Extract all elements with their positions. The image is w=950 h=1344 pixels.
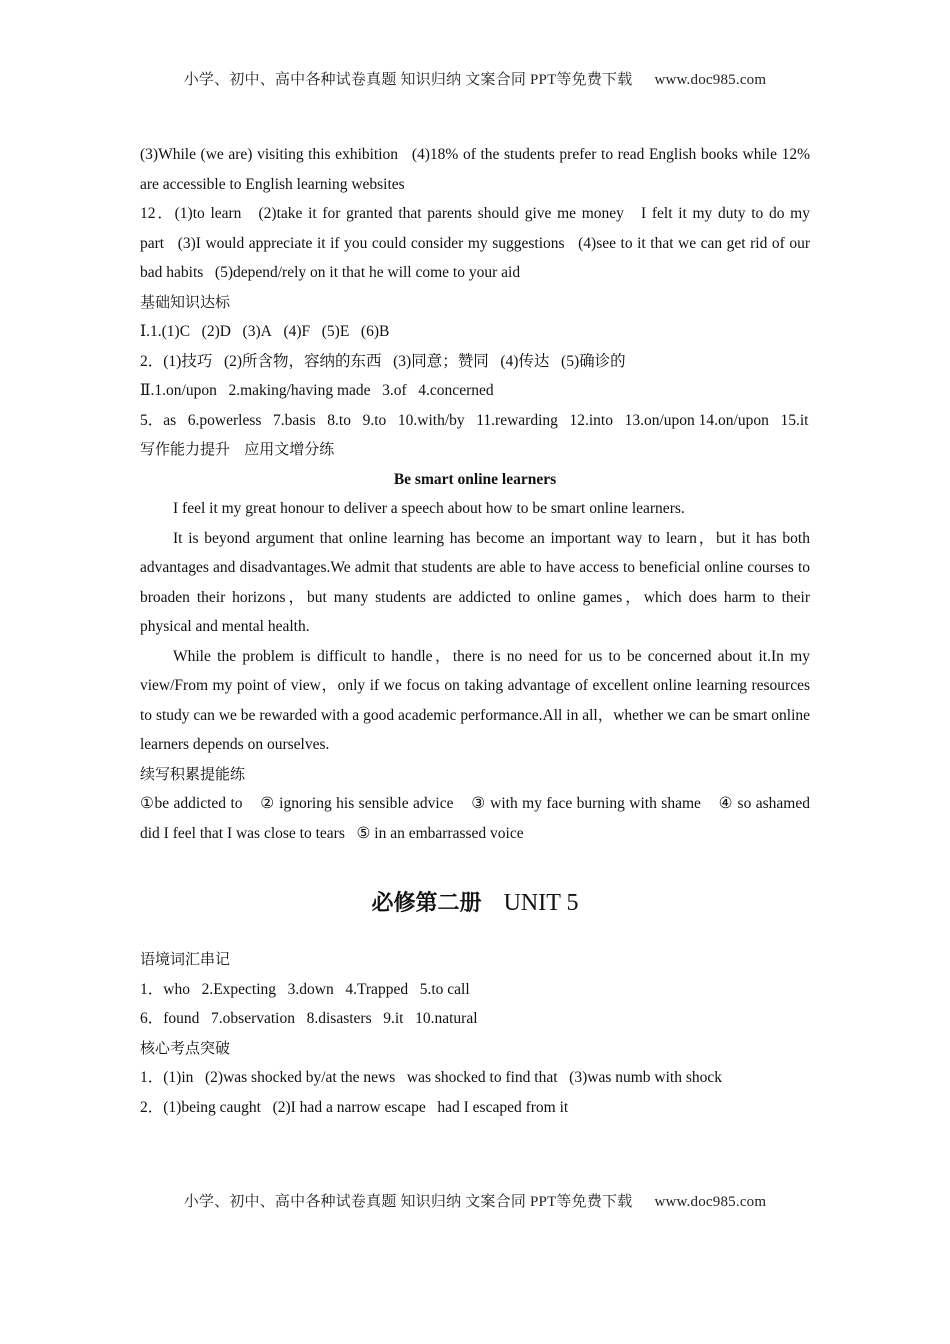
page-footer bbox=[0, 1190, 950, 1211]
answer-paragraph: ①be addicted to ② ignoring his sensible advice ③ with my face burning with shame ④ so ashamed did I feel that I was close to tears ⑤ in an embarrassed voice bbox=[140, 795, 810, 842]
essay-title: Be smart online learners bbox=[393, 470, 557, 488]
answer-paragraph: Ⅱ.1.on/upon 2.making/having made 3.of 4.concerned bbox=[140, 382, 494, 399]
answer-paragraph: 12．(1)to learn (2)take it for granted that parents should give me money I felt it my duty to do my part (3)I would appreciate it if you could consider my suggestions (4)see to it that we can get rid of our bad habits (5)depend/rely on it that he will come to your aid bbox=[140, 205, 810, 281]
answer-paragraph: (3)While (we are) visiting this exhibition (4)18% of the students prefer to read English books while 12% are accessible to English learning websites bbox=[140, 146, 810, 193]
answer-paragraph: 2．(1)技巧 (2)所含物，容纳的东西 (3)同意；赞同 (4)传达 (5)确诊的 bbox=[140, 352, 626, 370]
answer-paragraph: 6．found 7.observation 8.disasters 9.it 10.natural bbox=[140, 1010, 478, 1027]
unit-title bbox=[140, 886, 810, 921]
footer-text: 小学、初中、高中各种试卷真题 知识归纳 文案合同 PPT等免费下载 bbox=[183, 1194, 633, 1210]
section-heading-writing: 写作能力提升 应用文增分练 bbox=[140, 440, 335, 458]
section-heading-continuation: 续写积累提能练 bbox=[140, 764, 246, 783]
essay-paragraph: While the problem is difficult to handle，there is no need for us to be concerned about it.In my view/From my point of view，only if we focus on taking advantage of excellent online learning resources to study can we be rewarded with a good academic performance.All in all，whether we can be smart online learners depends on ourselves. bbox=[140, 647, 810, 753]
essay-paragraph: It is beyond argument that online learning has become an important way to learn，but it has both advantages and disadvantages.We admit that students are able to have access to beneficial online courses to broaden their horizons，but many students are addicted to online games，which does harm to their physical and mental health. bbox=[140, 529, 810, 635]
unit-title-book: 必修第二册 bbox=[371, 891, 482, 916]
answer-paragraph: 1．(1)in (2)was shocked by/at the news was shocked to find that (3)was numb with shock bbox=[140, 1069, 722, 1086]
page-header bbox=[0, 68, 950, 89]
header-text: 小学、初中、高中各种试卷真题 知识归纳 文案合同 PPT等免费下载 bbox=[183, 72, 633, 88]
header-url[interactable]: www.doc985.com bbox=[654, 72, 767, 88]
answer-paragraph: Ⅰ.1.(1)C (2)D (3)A (4)F (5)E (6)B bbox=[140, 323, 390, 340]
answer-paragraph: 5．as 6.powerless 7.basis 8.to 9.to 10.with/by 11.rewarding 12.into 13.on/upon 14.on/upon 15.it bbox=[140, 411, 809, 429]
answer-paragraph: 1．who 2.Expecting 3.down 4.Trapped 5.to call bbox=[140, 980, 470, 998]
section-heading-vocab: 语境词汇串记 bbox=[140, 950, 231, 968]
essay-paragraph: I feel it my great honour to deliver a speech about how to be smart online learners. bbox=[173, 500, 685, 517]
answer-paragraph: 2．(1)being caught (2)I had a narrow escape had I escaped from it bbox=[140, 1098, 569, 1116]
footer-url[interactable]: www.doc985.com bbox=[654, 1194, 767, 1210]
answer-content bbox=[140, 140, 810, 1122]
section-heading-core: 核心考点突破 bbox=[140, 1038, 231, 1057]
section-heading-basic: 基础知识达标 bbox=[140, 292, 231, 311]
unit-title-unit: UNIT 5 bbox=[503, 890, 579, 916]
